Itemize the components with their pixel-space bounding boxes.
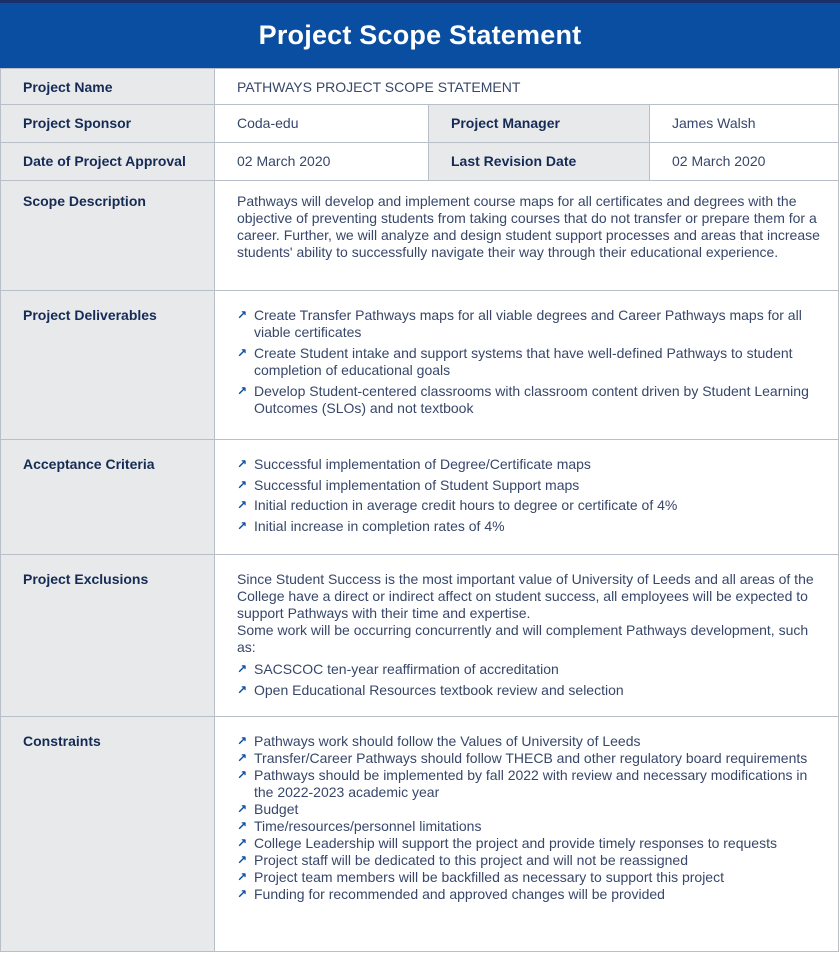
project-exclusions-label: Project Exclusions [1,555,215,717]
project-manager-value: James Walsh [650,105,839,143]
list-item-text: Create Transfer Pathways maps for all viable degrees and Career Pathways maps for all viable certificates [254,307,802,340]
row-sponsor-manager [1,105,839,143]
list-item-text: Initial increase in completion rates of 4% [254,517,505,534]
list-item-text: Transfer/Career Pathways should follow THECB and other regulatory board requirements [254,750,808,766]
arrow-up-right-icon: ↗ [237,498,248,512]
scope-description-text: Pathways will develop and implement course maps for all certificates and degrees with the objective of preventing students from taking courses that do not transfer or prepare them for a career. Further, we will analyze and design student support processes and areas that increase students' ability to successfully navigate their way through their educational experience. [237,193,820,260]
list-item [237,869,828,886]
list-item-text: Initial reduction in average credit hours to degree or certificate of 4% [254,497,678,513]
arrow-up-right-icon: ↗ [237,819,248,833]
list-item [237,477,828,494]
project-name-value: PATHWAYS PROJECT SCOPE STATEMENT [215,69,839,105]
arrow-up-right-icon: ↗ [237,853,248,867]
arrow-up-right-icon: ↗ [237,477,248,492]
project-name-label: Project Name [1,69,215,105]
list-item-text: Successful implementation of Degree/Certificate maps [254,456,591,472]
page-title: Project Scope Statement [258,20,582,50]
list-item-text: SACSCOC ten-year reaffirmation of accreditation [254,661,559,677]
list-item [237,518,828,535]
list-item [237,307,828,341]
list-item-text: Budget [254,801,299,817]
list-item [237,767,828,801]
list-item-text: Project staff will be dedicated to this project and will not be reassigned [254,852,688,868]
list-item [237,801,828,818]
exclusions-paragraph-2: Some work will be occurring concurrently and will complement Pathways development, such as: [237,622,809,655]
list-item-text: Pathways work should follow the Values of University of Leeds [254,733,641,749]
row-constraints [1,717,839,952]
constraints-list [237,733,828,903]
arrow-up-right-icon: ↗ [237,751,248,765]
deliverables-list [237,307,828,417]
list-item-text: Successful implementation of Student Support maps [254,476,580,493]
list-item [237,818,828,835]
row-acceptance-criteria [1,440,839,555]
list-item-text: Time/resources/personnel limitations [254,818,482,834]
arrow-up-right-icon: ↗ [237,308,248,322]
list-item [237,345,828,379]
list-item [237,733,828,750]
list-item-text: Develop Student-centered classrooms with classroom content driven by Student Learning Outcomes (SLOs) and not textbook [254,383,809,416]
header-bar [0,0,840,68]
arrow-up-right-icon: ↗ [237,346,248,360]
arrow-up-right-icon: ↗ [237,457,248,471]
list-item [237,886,828,903]
project-exclusions-cell [215,555,839,717]
list-item [237,661,828,678]
arrow-up-right-icon: ↗ [237,662,248,676]
list-item [237,497,828,514]
arrow-up-right-icon: ↗ [237,836,248,850]
exclusions-paragraph-1: Since Student Success is the most important value of University of Leeds and all areas of the College have a direct or indirect affect on student success, all employees will be expected to support Pathways with their time and expertise. [237,571,814,621]
approval-date-label: Date of Project Approval [1,143,215,181]
list-item-text: Project team members will be backfilled as necessary to support this project [254,869,724,885]
scope-description-cell [215,181,839,291]
arrow-up-right-icon: ↗ [237,802,248,816]
acceptance-criteria-cell [215,440,839,555]
row-deliverables [1,291,839,440]
arrow-up-right-icon: ↗ [237,683,248,697]
list-item [237,852,828,869]
revision-date-value: 02 March 2020 [650,143,839,181]
deliverables-cell [215,291,839,440]
scope-table [0,68,839,952]
revision-date-label: Last Revision Date [429,143,650,181]
list-item-text: Funding for recommended and approved changes will be provided [254,886,665,902]
list-item [237,835,828,852]
arrow-up-right-icon: ↗ [237,870,248,884]
exclusions-list [237,661,828,699]
row-scope-description [1,181,839,291]
project-sponsor-value: Coda-edu [215,105,429,143]
list-item-text: Create Student intake and support systems that have well-defined Pathways to student completion of educational goals [254,345,793,378]
row-project-exclusions [1,555,839,717]
list-item-text: Open Educational Resources textbook review and selection [254,682,624,698]
arrow-up-right-icon: ↗ [237,734,248,748]
project-sponsor-label: Project Sponsor [1,105,215,143]
arrow-up-right-icon: ↗ [237,384,248,398]
row-dates [1,143,839,181]
acceptance-criteria-label: Acceptance Criteria [1,440,215,555]
arrow-up-right-icon: ↗ [237,518,248,533]
scope-description-label: Scope Description [1,181,215,291]
list-item-text: Pathways should be implemented by fall 2022 with review and necessary modifications in the 2022-2023 academic year [254,767,808,800]
project-manager-label: Project Manager [429,105,650,143]
arrow-up-right-icon: ↗ [237,768,248,782]
approval-date-value: 02 March 2020 [215,143,429,181]
list-item [237,750,828,767]
list-item [237,682,828,699]
constraints-cell [215,717,839,952]
row-project-name [1,69,839,105]
arrow-up-right-icon: ↗ [237,887,248,901]
constraints-label: Constraints [1,717,215,952]
deliverables-label: Project Deliverables [1,291,215,440]
list-item [237,383,828,417]
list-item [237,456,828,473]
list-item-text: College Leadership will support the project and provide timely responses to requests [254,835,777,851]
acceptance-criteria-list [237,456,828,535]
